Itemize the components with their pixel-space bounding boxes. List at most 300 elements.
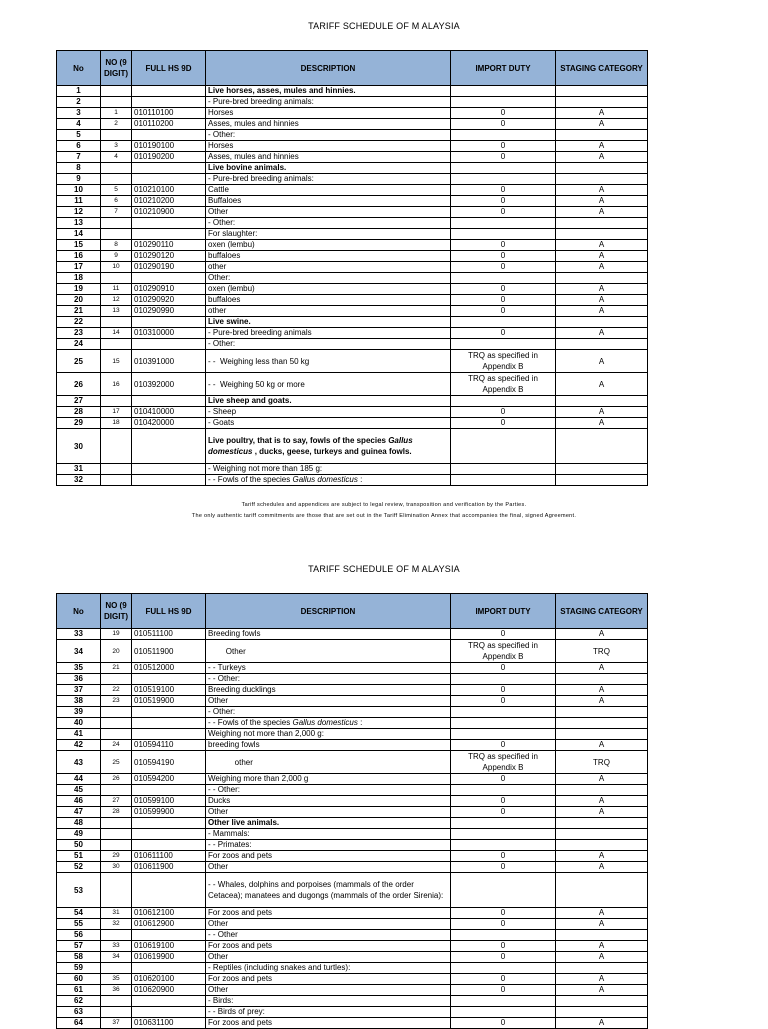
- row-no: 7: [57, 152, 101, 163]
- row-description: Other: [206, 862, 451, 873]
- table-row: [57, 840, 648, 851]
- table-row: [57, 674, 648, 685]
- row-no9: [101, 86, 132, 97]
- table-row: [57, 174, 648, 185]
- row-staging-category: A: [556, 196, 648, 207]
- row-hs-code: 010290190: [132, 262, 206, 273]
- row-staging-category: [556, 829, 648, 840]
- row-import-duty: [451, 429, 556, 464]
- row-staging-category: A: [556, 108, 648, 119]
- header-no9: NO (9 DIGIT): [101, 594, 132, 629]
- row-hs-code: 010190200: [132, 152, 206, 163]
- row-staging-category: [556, 163, 648, 174]
- row-no: 28: [57, 407, 101, 418]
- row-description: - - Birds of prey:: [206, 1007, 451, 1018]
- table-row: [57, 629, 648, 640]
- row-hs-code: [132, 785, 206, 796]
- row-description: Other: [206, 807, 451, 818]
- row-no9: 7: [101, 207, 132, 218]
- row-staging-category: [556, 396, 648, 407]
- row-hs-code: [132, 829, 206, 840]
- row-staging-category: A: [556, 740, 648, 751]
- row-hs-code: 010631100: [132, 1018, 206, 1029]
- row-description: Horses: [206, 108, 451, 119]
- row-no9: 26: [101, 774, 132, 785]
- row-staging-category: A: [556, 629, 648, 640]
- row-no9: 1: [101, 108, 132, 119]
- table-row: [57, 952, 648, 963]
- table-row: [57, 718, 648, 729]
- row-description: - - Weighing less than 50 kg: [206, 350, 451, 373]
- header-description: DESCRIPTION: [206, 51, 451, 86]
- row-no: 10: [57, 185, 101, 196]
- row-hs-code: 010410000: [132, 407, 206, 418]
- row-description: Asses, mules and hinnies: [206, 152, 451, 163]
- row-hs-code: [132, 174, 206, 185]
- row-description: Ducks: [206, 796, 451, 807]
- table-row: [57, 284, 648, 295]
- row-no9: [101, 163, 132, 174]
- row-import-duty: 0: [451, 774, 556, 785]
- row-hs-code: 010290990: [132, 306, 206, 317]
- row-description: Asses, mules and hinnies: [206, 119, 451, 130]
- row-no: 50: [57, 840, 101, 851]
- row-import-duty: [451, 873, 556, 908]
- row-no: 63: [57, 1007, 101, 1018]
- row-no: 48: [57, 818, 101, 829]
- row-hs-code: 010519900: [132, 696, 206, 707]
- row-hs-code: 010210200: [132, 196, 206, 207]
- row-staging-category: [556, 873, 648, 908]
- header-staging-category: STAGING CATEGORY: [556, 51, 648, 86]
- row-hs-code: [132, 86, 206, 97]
- row-hs-code: 010519100: [132, 685, 206, 696]
- row-staging-category: A: [556, 685, 648, 696]
- row-staging-category: TRQ: [556, 751, 648, 774]
- row-import-duty: 0: [451, 407, 556, 418]
- header-description: DESCRIPTION: [206, 594, 451, 629]
- table-row: [57, 930, 648, 941]
- row-description: Other live animals.: [206, 818, 451, 829]
- row-no: 32: [57, 475, 101, 486]
- table-row: [57, 141, 648, 152]
- row-staging-category: [556, 339, 648, 350]
- table-row: [57, 218, 648, 229]
- table-row: [57, 1018, 648, 1029]
- row-import-duty: [451, 97, 556, 108]
- table-row: [57, 418, 648, 429]
- row-import-duty: [451, 840, 556, 851]
- row-description: - - Turkeys: [206, 663, 451, 674]
- row-import-duty: TRQ as specified in Appendix B: [451, 751, 556, 774]
- row-hs-code: 010420000: [132, 418, 206, 429]
- row-description: breeding fowls: [206, 740, 451, 751]
- row-no: 9: [57, 174, 101, 185]
- table-row: [57, 229, 648, 240]
- row-no9: 29: [101, 851, 132, 862]
- row-no9: 10: [101, 262, 132, 273]
- row-description: Weighing more than 2,000 g: [206, 774, 451, 785]
- table-row: [57, 262, 648, 273]
- row-import-duty: 0: [451, 919, 556, 930]
- legal-note-1: Tariff schedules and appendices are subject to legal review, transposition and verification by the Parties.: [241, 502, 527, 508]
- row-description: For zoos and pets: [206, 974, 451, 985]
- row-no: 12: [57, 207, 101, 218]
- row-import-duty: 0: [451, 306, 556, 317]
- row-no9: [101, 1007, 132, 1018]
- row-hs-code: [132, 963, 206, 974]
- row-no9: 3: [101, 141, 132, 152]
- row-description: - - Fowls of the species Gallus domesticus :: [206, 475, 451, 486]
- row-staging-category: [556, 674, 648, 685]
- row-description: - Reptiles (including snakes and turtles):: [206, 963, 451, 974]
- row-no9: [101, 339, 132, 350]
- row-staging-category: [556, 707, 648, 718]
- row-import-duty: [451, 930, 556, 941]
- row-hs-code: [132, 707, 206, 718]
- legal-notes: [0, 500, 768, 522]
- row-description: - Other:: [206, 130, 451, 141]
- row-no9: 14: [101, 328, 132, 339]
- row-hs-code: 010110200: [132, 119, 206, 130]
- table-row: [57, 751, 648, 774]
- row-import-duty: 0: [451, 862, 556, 873]
- row-hs-code: 010619900: [132, 952, 206, 963]
- row-description: - - Other: [206, 930, 451, 941]
- table-row: [57, 818, 648, 829]
- row-no: 24: [57, 339, 101, 350]
- table-row: [57, 851, 648, 862]
- row-staging-category: A: [556, 185, 648, 196]
- row-no9: 5: [101, 185, 132, 196]
- row-staging-category: A: [556, 306, 648, 317]
- row-import-duty: 0: [451, 740, 556, 751]
- row-import-duty: TRQ as specified in Appendix B: [451, 640, 556, 663]
- row-no: 13: [57, 218, 101, 229]
- row-description: - - Weighing 50 kg or more: [206, 373, 451, 396]
- table-row: [57, 207, 648, 218]
- row-no: 35: [57, 663, 101, 674]
- table-row: [57, 985, 648, 996]
- row-import-duty: [451, 464, 556, 475]
- row-no: 60: [57, 974, 101, 985]
- row-no9: [101, 273, 132, 284]
- row-hs-code: [132, 996, 206, 1007]
- row-import-duty: TRQ as specified in Appendix B: [451, 350, 556, 373]
- row-hs-code: [132, 429, 206, 464]
- row-import-duty: [451, 785, 556, 796]
- row-hs-code: [132, 130, 206, 141]
- table-row: [57, 919, 648, 930]
- row-staging-category: [556, 840, 648, 851]
- table-header-row: [57, 594, 648, 629]
- row-no9: 12: [101, 295, 132, 306]
- row-no: 55: [57, 919, 101, 930]
- row-hs-code: [132, 930, 206, 941]
- row-hs-code: 010290910: [132, 284, 206, 295]
- row-no9: 37: [101, 1018, 132, 1029]
- row-no: 4: [57, 119, 101, 130]
- row-hs-code: [132, 218, 206, 229]
- row-staging-category: A: [556, 919, 648, 930]
- row-import-duty: [451, 674, 556, 685]
- row-import-duty: [451, 174, 556, 185]
- row-no9: 35: [101, 974, 132, 985]
- row-description: Other: [206, 919, 451, 930]
- table-row: [57, 97, 648, 108]
- row-import-duty: 0: [451, 418, 556, 429]
- row-no9: 34: [101, 952, 132, 963]
- table-row: [57, 475, 648, 486]
- row-no9: 24: [101, 740, 132, 751]
- row-staging-category: A: [556, 851, 648, 862]
- row-import-duty: 0: [451, 696, 556, 707]
- row-no: 43: [57, 751, 101, 774]
- row-no: 41: [57, 729, 101, 740]
- row-no: 53: [57, 873, 101, 908]
- row-import-duty: 0: [451, 185, 556, 196]
- row-staging-category: A: [556, 284, 648, 295]
- header-hs: FULL HS 9D: [132, 594, 206, 629]
- row-import-duty: 0: [451, 141, 556, 152]
- row-staging-category: [556, 963, 648, 974]
- table-row: [57, 663, 648, 674]
- row-staging-category: [556, 130, 648, 141]
- row-import-duty: 0: [451, 663, 556, 674]
- row-description: oxen (lembu): [206, 284, 451, 295]
- row-import-duty: [451, 130, 556, 141]
- row-import-duty: 0: [451, 629, 556, 640]
- table-row: [57, 963, 648, 974]
- row-no9: 8: [101, 240, 132, 251]
- table-row: [57, 774, 648, 785]
- row-staging-category: [556, 718, 648, 729]
- row-hs-code: [132, 163, 206, 174]
- table-row: [57, 1007, 648, 1018]
- table-row: [57, 707, 648, 718]
- row-no: 20: [57, 295, 101, 306]
- row-description: For slaughter:: [206, 229, 451, 240]
- row-description: Live horses, asses, mules and hinnies.: [206, 86, 451, 97]
- row-import-duty: [451, 339, 556, 350]
- row-import-duty: [451, 963, 556, 974]
- row-import-duty: 0: [451, 796, 556, 807]
- row-description: Breeding ducklings: [206, 685, 451, 696]
- row-import-duty: 0: [451, 908, 556, 919]
- row-description: Other: [206, 696, 451, 707]
- row-hs-code: 010599900: [132, 807, 206, 818]
- row-staging-category: [556, 86, 648, 97]
- row-staging-category: A: [556, 141, 648, 152]
- row-description: Other: [206, 207, 451, 218]
- table-row: [57, 251, 648, 262]
- row-staging-category: A: [556, 295, 648, 306]
- table-row: [57, 729, 648, 740]
- row-no: 38: [57, 696, 101, 707]
- row-no: 26: [57, 373, 101, 396]
- row-description: - Other:: [206, 707, 451, 718]
- row-staging-category: A: [556, 328, 648, 339]
- row-no: 59: [57, 963, 101, 974]
- row-hs-code: 010611100: [132, 851, 206, 862]
- row-description: other: [206, 262, 451, 273]
- row-hs-code: 010611900: [132, 862, 206, 873]
- row-import-duty: 0: [451, 207, 556, 218]
- row-description: - Pure-bred breeding animals: [206, 328, 451, 339]
- row-staging-category: A: [556, 774, 648, 785]
- table-row: [57, 796, 648, 807]
- row-staging-category: [556, 1007, 648, 1018]
- row-description: - Birds:: [206, 996, 451, 1007]
- row-import-duty: [451, 273, 556, 284]
- row-import-duty: 0: [451, 240, 556, 251]
- row-hs-code: 010612900: [132, 919, 206, 930]
- row-hs-code: [132, 718, 206, 729]
- tariff-table-page2: [56, 593, 648, 1029]
- row-hs-code: 010391000: [132, 350, 206, 373]
- row-import-duty: 0: [451, 152, 556, 163]
- row-staging-category: [556, 996, 648, 1007]
- row-description: Buffaloes: [206, 196, 451, 207]
- row-no9: 22: [101, 685, 132, 696]
- row-no9: [101, 429, 132, 464]
- row-hs-code: 010620900: [132, 985, 206, 996]
- header-no: No: [57, 594, 101, 629]
- row-no: 5: [57, 130, 101, 141]
- row-staging-category: [556, 273, 648, 284]
- table-row: [57, 996, 648, 1007]
- row-description: Breeding fowls: [206, 629, 451, 640]
- row-import-duty: 0: [451, 251, 556, 262]
- row-no: 42: [57, 740, 101, 751]
- row-staging-category: TRQ: [556, 640, 648, 663]
- row-description: oxen (lembu): [206, 240, 451, 251]
- row-import-duty: [451, 996, 556, 1007]
- row-no: 39: [57, 707, 101, 718]
- row-import-duty: 0: [451, 952, 556, 963]
- row-hs-code: [132, 818, 206, 829]
- row-hs-code: [132, 873, 206, 908]
- row-no9: [101, 396, 132, 407]
- row-hs-code: [132, 229, 206, 240]
- row-no: 18: [57, 273, 101, 284]
- row-import-duty: TRQ as specified in Appendix B: [451, 373, 556, 396]
- row-staging-category: A: [556, 152, 648, 163]
- row-import-duty: 0: [451, 295, 556, 306]
- row-hs-code: 010594200: [132, 774, 206, 785]
- row-import-duty: 0: [451, 985, 556, 996]
- row-no: 2: [57, 97, 101, 108]
- table-row: [57, 86, 648, 97]
- row-no: 44: [57, 774, 101, 785]
- row-no9: [101, 729, 132, 740]
- row-no9: 18: [101, 418, 132, 429]
- row-no: 25: [57, 350, 101, 373]
- row-import-duty: 0: [451, 1018, 556, 1029]
- row-no: 36: [57, 674, 101, 685]
- row-no: 6: [57, 141, 101, 152]
- row-import-duty: 0: [451, 974, 556, 985]
- row-hs-code: [132, 339, 206, 350]
- row-no: 22: [57, 317, 101, 328]
- row-no9: 33: [101, 941, 132, 952]
- row-no: 11: [57, 196, 101, 207]
- row-description: Other: [206, 952, 451, 963]
- row-no9: 11: [101, 284, 132, 295]
- row-staging-category: [556, 930, 648, 941]
- page2-title: TARIFF SCHEDULE OF M ALAYSIA: [308, 564, 460, 574]
- table-row: [57, 163, 648, 174]
- row-import-duty: 0: [451, 807, 556, 818]
- row-staging-category: A: [556, 974, 648, 985]
- table-row: [57, 350, 648, 373]
- row-no9: 28: [101, 807, 132, 818]
- row-staging-category: A: [556, 262, 648, 273]
- row-staging-category: [556, 317, 648, 328]
- row-import-duty: [451, 396, 556, 407]
- table-row: [57, 152, 648, 163]
- table-row: [57, 317, 648, 328]
- row-no9: 30: [101, 862, 132, 873]
- row-staging-category: A: [556, 952, 648, 963]
- row-no9: 17: [101, 407, 132, 418]
- row-import-duty: [451, 729, 556, 740]
- row-hs-code: 010210900: [132, 207, 206, 218]
- row-no9: [101, 930, 132, 941]
- row-hs-code: 010110100: [132, 108, 206, 119]
- row-hs-code: 010392000: [132, 373, 206, 396]
- row-description: Live poultry, that is to say, fowls of the species Gallus domesticus , ducks, geese, turkeys and guinea fowls.: [206, 429, 451, 464]
- row-hs-code: [132, 1007, 206, 1018]
- row-description: - - Fowls of the species Gallus domesticus :: [206, 718, 451, 729]
- row-description: - - Other:: [206, 785, 451, 796]
- row-no9: [101, 464, 132, 475]
- row-hs-code: 010594190: [132, 751, 206, 774]
- table-row: [57, 108, 648, 119]
- row-description: - Other:: [206, 339, 451, 350]
- table-row: [57, 185, 648, 196]
- row-staging-category: A: [556, 407, 648, 418]
- row-import-duty: 0: [451, 119, 556, 130]
- row-description: Other:: [206, 273, 451, 284]
- row-staging-category: [556, 97, 648, 108]
- row-no: 57: [57, 941, 101, 952]
- row-hs-code: 010310000: [132, 328, 206, 339]
- row-description: Other: [206, 640, 451, 663]
- row-no: 3: [57, 108, 101, 119]
- row-description: Weighing not more than 2,000 g:: [206, 729, 451, 740]
- row-no9: [101, 317, 132, 328]
- table-row: [57, 429, 648, 464]
- row-no: 33: [57, 629, 101, 640]
- row-staging-category: A: [556, 985, 648, 996]
- row-description: Other: [206, 985, 451, 996]
- row-staging-category: [556, 729, 648, 740]
- table-row: [57, 130, 648, 141]
- row-staging-category: [556, 218, 648, 229]
- row-no: 34: [57, 640, 101, 663]
- row-no9: 9: [101, 251, 132, 262]
- row-hs-code: 010210100: [132, 185, 206, 196]
- row-import-duty: [451, 86, 556, 97]
- row-import-duty: 0: [451, 851, 556, 862]
- header-staging-category: STAGING CATEGORY: [556, 594, 648, 629]
- row-no9: [101, 707, 132, 718]
- row-staging-category: [556, 818, 648, 829]
- row-hs-code: [132, 464, 206, 475]
- row-hs-code: 010290120: [132, 251, 206, 262]
- legal-note-2: The only authentic tariff commitments are those that are set out in the Tariff Elimination Annex that accompanies the final, signed Agreement.: [191, 513, 577, 519]
